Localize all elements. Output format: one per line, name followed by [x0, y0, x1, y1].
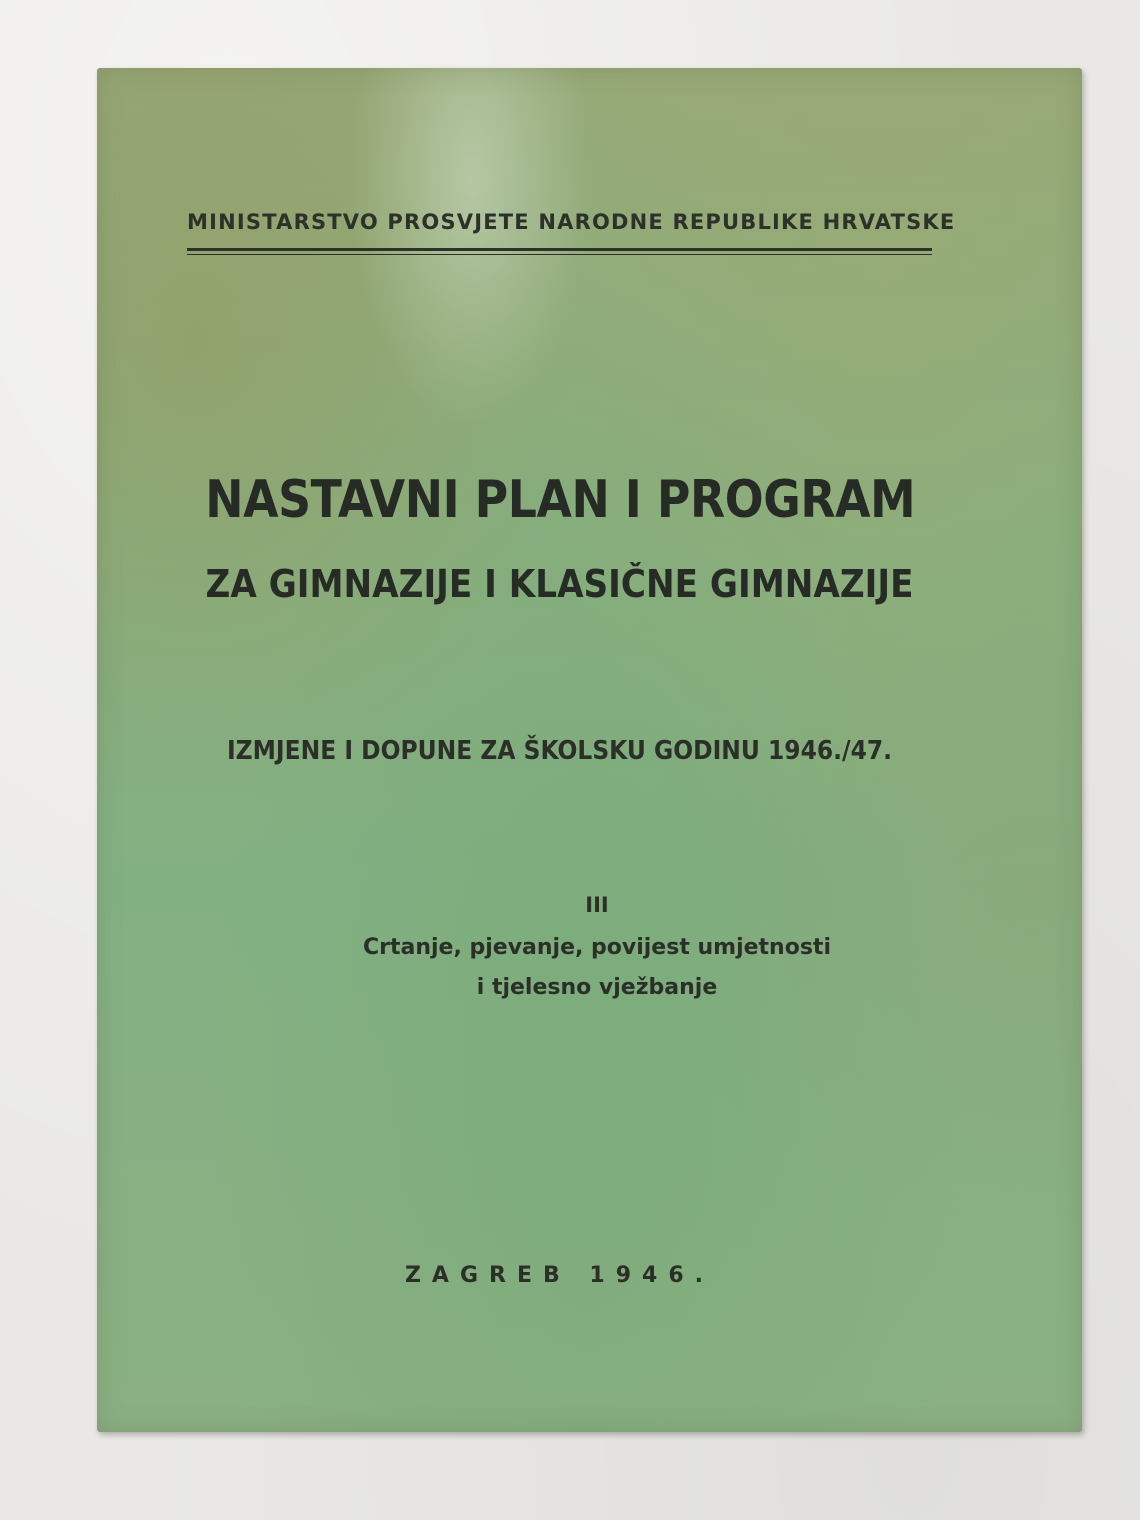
- subtitle: ZA GIMNAZIJE I KLASIČNE GIMNAZIJE: [205, 562, 914, 606]
- volume-number: III: [585, 893, 609, 917]
- edition-note: IZMJENE I DOPUNE ZA ŠKOLSKU GODINU 1946./47.: [226, 736, 893, 766]
- booklet-cover: [97, 68, 1082, 1432]
- volume-description-line-2: i tjelesno vježbanje: [476, 975, 718, 1000]
- publisher-name: MINISTARSTVO PROSVJETE NARODNE REPUBLIKE HRVATSKE: [187, 210, 956, 234]
- volume-description-line-1: Crtanje, pjevanje, povijest umjetnosti: [362, 935, 831, 960]
- imprint-place-year: ZAGREB 1946.: [404, 1263, 715, 1288]
- header-rule-thin: [187, 254, 932, 255]
- volume-description: [97, 928, 1097, 1008]
- main-title: NASTAVNI PLAN I PROGRAM: [205, 470, 916, 530]
- header-rule-thick: [187, 248, 932, 251]
